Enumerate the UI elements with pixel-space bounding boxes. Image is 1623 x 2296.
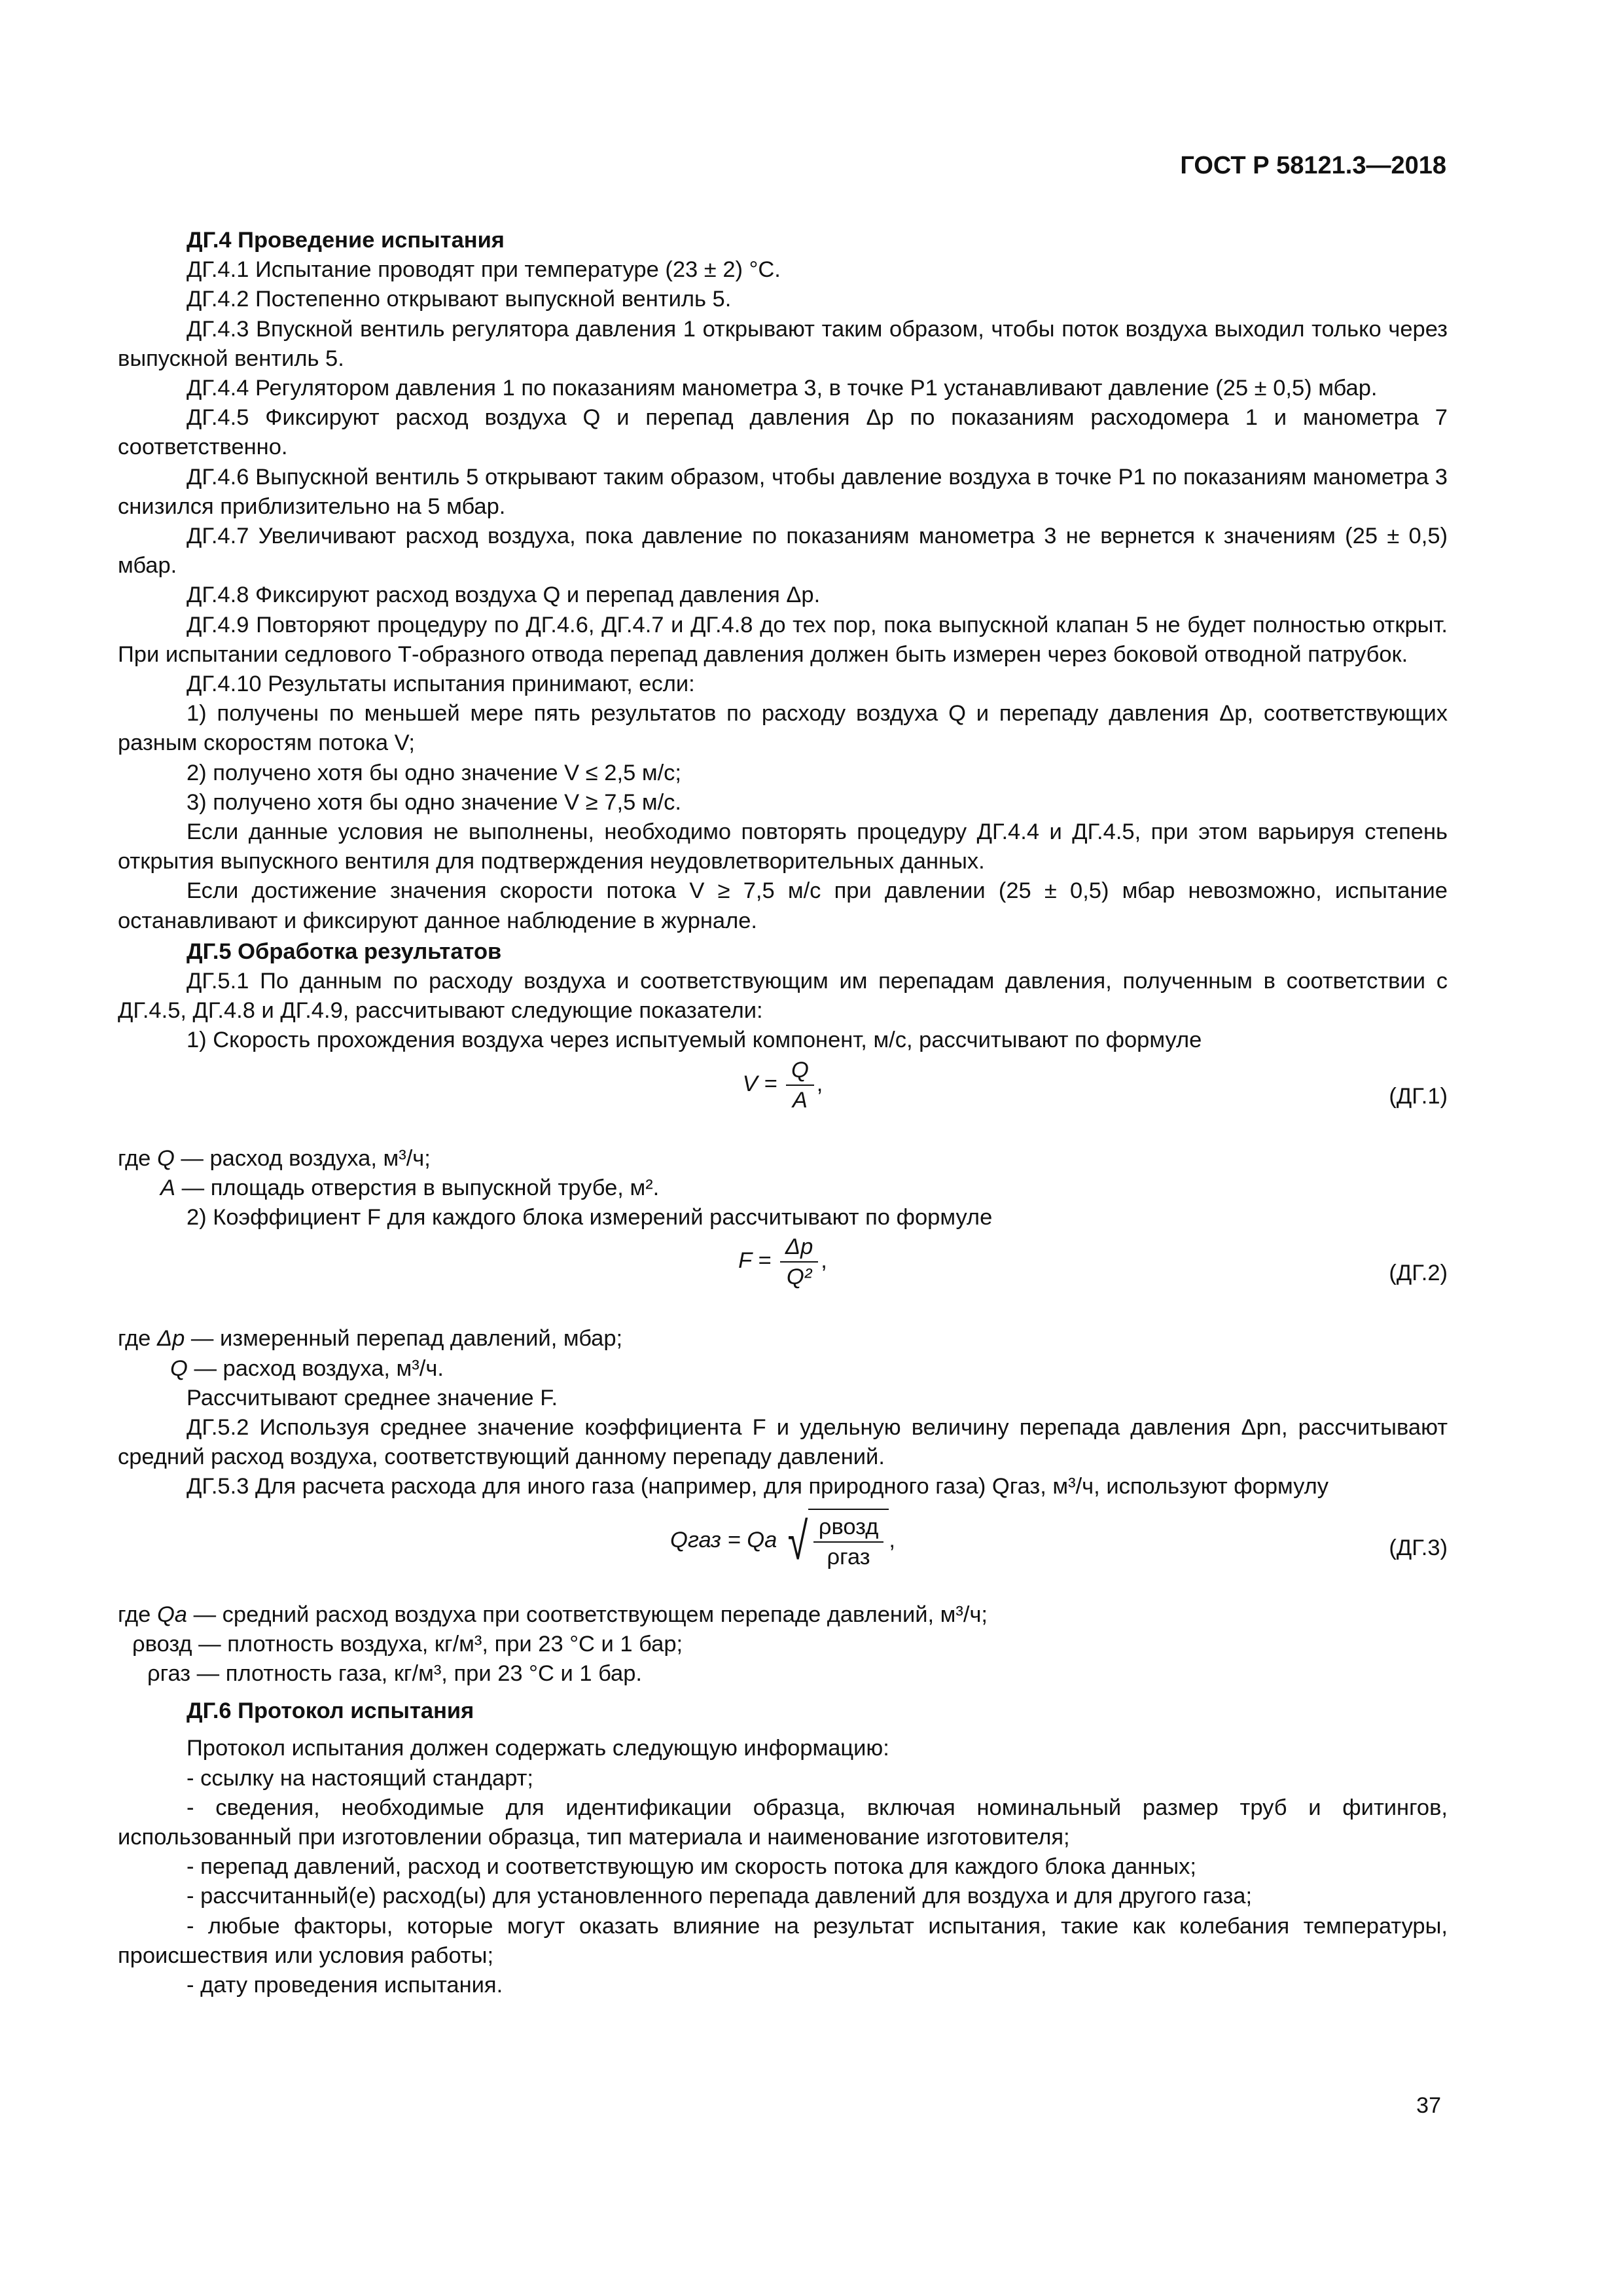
document-header: ГОСТ Р 58121.3—2018 (1180, 152, 1446, 179)
paragraph: Протокол испытания должен содержать следующую информацию: (187, 1736, 889, 1761)
paragraph: ДГ.4.7 Увеличивают расход воздуха, пока давление по показаниям манометра 3 не вернется к значениям (25 ± 0,5) мбар. (118, 524, 1448, 579)
list-item: - любые факторы, которые могут оказать влияние на результат испытания, такие как колебания температуры, происшествия или условия работы; (118, 1913, 1448, 1968)
paragraph: Рассчитывают среднее значение F. (187, 1385, 558, 1410)
paragraph: ДГ.4.8 Фиксируют расход воздуха Q и перепад давления Δp. (187, 583, 821, 608)
list-item: - ссылку на настоящий стандарт; (187, 1765, 533, 1791)
formula-dg1 (118, 1056, 1448, 1144)
formula-tail: , (821, 1248, 827, 1274)
fraction-numerator: ρвозд (813, 1513, 884, 1543)
radicand (808, 1509, 889, 1574)
page-number: 37 (1416, 2093, 1441, 2118)
formula-number: (ДГ.1) (1389, 1083, 1448, 1109)
where-prefix: где (118, 1602, 151, 1627)
where-line (118, 1324, 1448, 1354)
list-item: - рассчитанный(е) расход(ы) для установленного перепада давлений для воздуха и для другого газа; (187, 1884, 1253, 1909)
where-text: — средний расход воздуха при соответствующем перепаде давлений, м³/ч; (193, 1602, 988, 1627)
list-item: 3) получено хотя бы одно значение V ≥ 7,5 м/с. (187, 789, 681, 815)
where-symbol: Δp (156, 1326, 185, 1352)
where-line (118, 1174, 1448, 1203)
paragraph: ДГ.5.1 По данным по расходу воздуха и соответствующим им перепадам давления, полученным в соответствии с ДГ.4.5, ДГ.4.8 и ДГ.4.9, рассчитывают следующие показатели: (118, 969, 1448, 1024)
where-line (118, 1630, 1448, 1659)
where-prefix: где (118, 1145, 151, 1171)
fraction-denominator: A (792, 1087, 808, 1113)
where-text: — площадь отверстия в выпускной трубе, м². (181, 1175, 660, 1200)
where-text: — расход воздуха, м³/ч; (181, 1145, 431, 1171)
section-heading-dg5: ДГ.5 Обработка результатов (187, 939, 502, 964)
where-text: — измеренный перепад давлений, мбар; (190, 1326, 623, 1352)
paragraph: Если данные условия не выполнены, необходимо повторять процедуру ДГ.4.4 и ДГ.4.5, при этом варьируя степень открытия выпускного вентиля для подтверждения неудовлетворительных данных. (118, 819, 1448, 874)
fraction (813, 1513, 884, 1571)
where-symbol: ρвозд (132, 1631, 192, 1657)
formula-number: (ДГ.2) (1389, 1261, 1448, 1286)
where-text: — плотность газа, кг/м³, при 23 °С и 1 бар. (196, 1660, 643, 1686)
radical-sign: √ (787, 1511, 808, 1570)
formula-number: (ДГ.3) (1389, 1535, 1448, 1560)
where-line (118, 1659, 1448, 1689)
where-symbol: Q (170, 1355, 188, 1381)
where-symbol: A (160, 1175, 176, 1200)
where-line (118, 1600, 1448, 1630)
fraction-numerator: Δp (780, 1232, 818, 1263)
fraction-denominator: Q² (786, 1265, 812, 1290)
paragraph: ДГ.5.3 Для расчета расхода для иного газа (например, для природного газа) Qгаз, м³/ч, используют формулу (187, 1474, 1329, 1499)
list-item: - перепад давлений, расход и соответствующую им скорость потока для каждого блока данных; (187, 1854, 1196, 1880)
formula-tail: , (889, 1527, 895, 1552)
formula-dg2 (118, 1232, 1448, 1324)
formula-dg3 (118, 1502, 1448, 1600)
paragraph: ДГ.4.9 Повторяют процедуру по ДГ.4.6, ДГ.4.7 и ДГ.4.8 до тех пор, пока выпускной клапан 5 не будет полностью открыт. При испытании седлового Т-образного отвода перепад давления должен быть измерен через боковой отводной патрубок. (118, 612, 1448, 667)
paragraph: ДГ.4.2 Постепенно открывают выпускной вентиль 5. (187, 287, 732, 312)
where-text: — расход воздуха, м³/ч. (194, 1355, 444, 1381)
where-symbol: Q (156, 1145, 175, 1171)
paragraph: ДГ.4.4 Регулятором давления 1 по показаниям манометра 3, в точке P1 устанавливают давление (25 ± 0,5) мбар. (187, 376, 1378, 401)
fraction-numerator: Q (786, 1056, 814, 1086)
paragraph: ДГ.4.3 Впускной вентиль регулятора давления 1 открывают таким образом, чтобы поток воздуха выходил только через выпускной вентиль 5. (118, 316, 1448, 371)
formula-lhs: F = (738, 1248, 772, 1274)
paragraph: ДГ.4.6 Выпускной вентиль 5 открывают таким образом, чтобы давление воздуха в точке P1 по показаниям манометра 3 снизился приблизительно на 5 мбар. (118, 464, 1448, 519)
page-content (118, 226, 1448, 2000)
where-line (118, 1354, 1448, 1384)
fraction (780, 1232, 818, 1291)
where-symbol: Qa (156, 1602, 187, 1627)
paragraph: ДГ.4.1 Испытание проводят при температуре (23 ± 2) °С. (187, 257, 781, 283)
list-item: - дату проведения испытания. (187, 1972, 503, 1998)
where-prefix: где (118, 1326, 151, 1352)
fraction (786, 1056, 814, 1115)
section-heading-dg4: ДГ.4 Проведение испытания (187, 228, 505, 253)
section-heading-dg6: ДГ.6 Протокол испытания (187, 1698, 474, 1724)
list-item: 1) получены по меньшей мере пять результатов по расходу воздуха Q и перепаду давления Δp, соответствующих разным скоростям потока V; (118, 701, 1448, 756)
paragraph: ДГ.4.10 Результаты испытания принимают, если: (187, 672, 695, 697)
where-line (118, 1144, 1448, 1174)
square-root (783, 1509, 889, 1574)
formula-lhs: Qгаз = Qa (670, 1527, 777, 1552)
paragraph: ДГ.5.2 Используя среднее значение коэффициента F и удельную величину перепада давления Δpn, рассчитывают средний расход воздуха, соответствующий данному перепаду давлений. (118, 1414, 1448, 1470)
list-item: - сведения, необходимые для идентификации образца, включая номинальный размер труб и фитингов, использованный при изготовлении образца, тип материала и наименование изготовителя; (118, 1795, 1448, 1850)
list-item: 2) Коэффициент F для каждого блока измерений рассчитывают по формуле (187, 1205, 993, 1230)
fraction-denominator: ρгаз (827, 1544, 870, 1570)
where-symbol: ρгаз (147, 1660, 191, 1686)
paragraph: Если достижение значения скорости потока V ≥ 7,5 м/с при давлении (25 ± 0,5) мбар невозможно, испытание останавливают и фиксируют данное наблюдение в журнале. (118, 878, 1448, 933)
formula-lhs: V = (742, 1071, 777, 1096)
list-item: 1) Скорость прохождения воздуха через испытуемый компонент, м/с, рассчитывают по формуле (187, 1028, 1202, 1053)
list-item: 2) получено хотя бы одно значение V ≤ 2,5 м/с; (187, 760, 681, 785)
paragraph: ДГ.4.5 Фиксируют расход воздуха Q и перепад давления Δp по показаниям расходомера 1 и манометра 7 соответственно. (118, 405, 1448, 460)
where-text: — плотность воздуха, кг/м³, при 23 °С и 1 бар; (198, 1631, 683, 1657)
formula-tail: , (816, 1071, 823, 1096)
